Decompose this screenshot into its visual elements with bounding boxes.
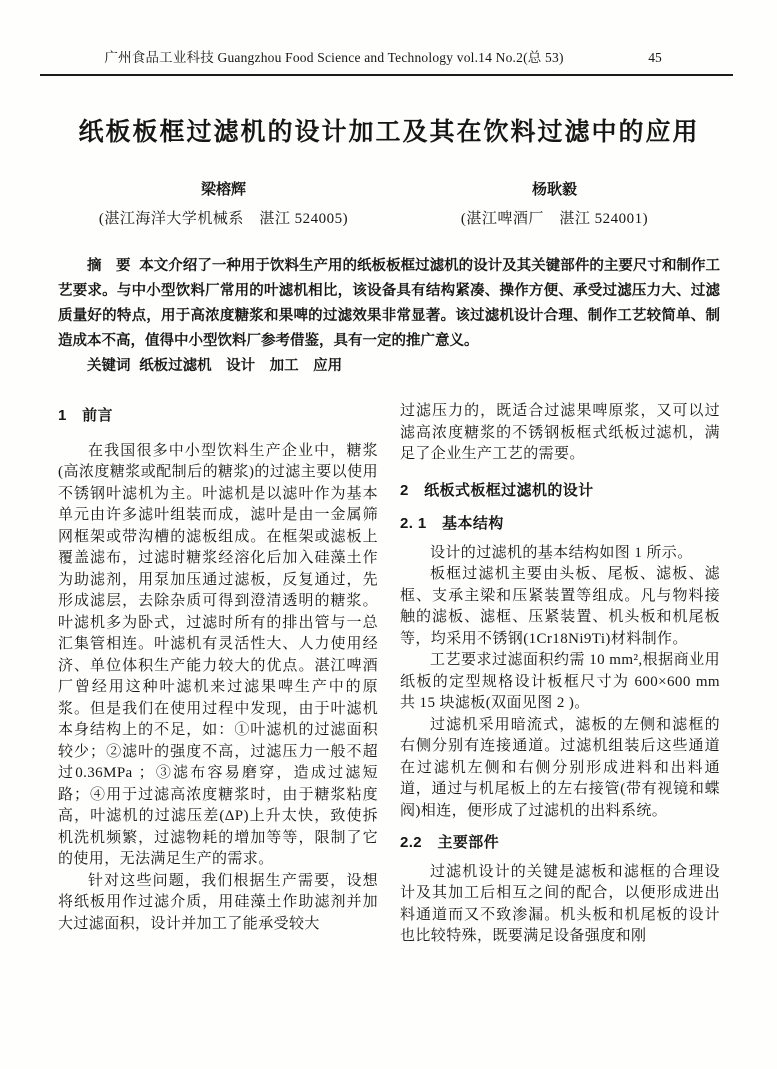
left-column (58, 401, 378, 948)
parts-paragraph-1: 过滤机设计的关键是滤板和滤框的合理设计及其加工后相互之间的配合，以便形成进出料通道而又不致渗漏。机头板和机尾板的设计也比较特殊，既要满足设备强度和刚 (400, 863, 720, 944)
design-paragraph-4: 过滤机采用暗流式，滤板的左侧和滤框的右侧分别有连接通道。过滤机组装后这些通道在过滤机左侧和右侧分别形成进料和出料通道，通过与机尾板上的左右接管(带有视镜和蝶阀)相连，便形成了过滤机的出料系统。 (400, 716, 720, 819)
header-rule (40, 74, 733, 76)
intro-paragraph-1: 在我国很多中小型饮料生产企业中，糖浆(高浓度糖浆或配制后的糖浆)的过滤主要以使用不锈钢叶滤机为主。叶滤机是以滤叶作为基本单元由许多滤叶组装而成，滤叶是由一金属筛网框架或带沟槽的滤板组成。在框架或滤板上覆盖滤布，过滤时糖浆经溶化后加入硅藻土作为助滤剂，用泵加压通过滤板，反复通过，先形成滤层，去除杂质可得到澄清透明的糖浆。叶滤机多为卧式，过滤时所有的排出管与一总汇集管相连。叶滤机有灵活性大、人力使用经济、单位体积生产能力较大的优点。湛江啤酒厂曾经用这种叶滤机来过滤果啤生产中的原浆。但是我们在使用过程中发现，由于叶滤机本身结构上的不足，如：①叶滤机的过滤面积较少；②滤叶的强度不高，过滤压力一般不超过0.36MPa ；③滤布容易磨穿，造成过滤短路；④用于过滤高浓度糖浆时，由于糖浆粘度高，叶滤机的过滤压差(ΔP)上升太快，致使拆机洗机频繁，过滤物耗的增加等等，限制了它的使用，无法满足生产的需求。 (58, 442, 378, 867)
abstract-text: 本文介绍了一种用于饮料生产用的纸板板框过滤机的设计及其关键部件的主要尺寸和制作工艺要求。与中小型饮料厂常用的叶滤机相比，该设备具有结构紧凑、操作方便、承受过滤压力大、过滤质量好的特点，用于高浓度糖浆和果啤的过滤效果非常显著。该过滤机设计合理、制作工艺较简单、制造成本不高，值得中小型饮料厂参考借鉴，具有一定的推广意义。 (58, 258, 721, 349)
author-1-name: 梁榕辉 (200, 181, 246, 198)
design-paragraph-2: 板框过滤机主要由头板、尾板、滤板、滤框、支承主梁和压紧装置等组成。凡与物料接触的滤板、滤框、压紧装置、机头板和机尾板等，均采用不锈钢(1Cr18Ni9Ti)材料制作。 (400, 566, 720, 647)
section-2-heading: 2 纸板式板框过滤机的设计 (400, 481, 594, 499)
keywords-line (58, 354, 720, 379)
design-paragraph-1: 设计的过滤机的基本结构如图 1 所示。 (430, 544, 693, 561)
right-column (400, 401, 720, 948)
continued-paragraph: 过滤压力的，既适合过滤果啤原浆，又可以过滤高浓度糖浆的不锈钢板框式纸板过滤机，满足了企业生产工艺的需要。 (400, 403, 720, 462)
section-2-1-heading: 2. 1 基本结构 (400, 515, 504, 532)
author-1 (58, 178, 389, 228)
design-paragraph-3: 工艺要求过滤面积约需 10 mm²,根据商业用纸板的定型规格设计板框尺寸为 600×600 mm 共 15 块滤板(双面见图 2 )。 (400, 652, 720, 711)
abstract-block (58, 254, 720, 379)
journal-title-line: 广州食品工业科技 Guangzhou Food Science and Technology vol.14 No.2(总 53) (104, 50, 564, 65)
author-2 (389, 178, 720, 228)
author-2-affiliation: (湛江啤酒厂 湛江 524001) (460, 211, 649, 227)
section-2-2-heading: 2.2 主要部件 (400, 834, 500, 851)
journal-header (58, 46, 720, 66)
page-number: 45 (648, 50, 662, 65)
section-1-heading: 1 前言 (58, 407, 113, 424)
keywords-label: 关键词 (87, 358, 131, 374)
author-block (58, 178, 720, 228)
author-2-name: 杨耿毅 (531, 181, 577, 198)
intro-paragraph-2: 针对这些问题，我们根据生产需要，设想将纸板用作过滤介质，用硅藻土作助滤剂并加大过滤面积，设计并加工了能承受较大 (58, 872, 378, 932)
abstract-label: 摘 要 (87, 258, 131, 274)
keywords-text: 纸板过滤机 设计 加工 应用 (139, 358, 343, 374)
abstract-paragraph (58, 254, 720, 354)
paper-title: 纸板板框过滤机的设计加工及其在饮料过滤中的应用 (78, 119, 700, 146)
body-columns (58, 401, 720, 948)
author-1-affiliation: (湛江海洋大学机械系 湛江 524005) (98, 211, 349, 227)
